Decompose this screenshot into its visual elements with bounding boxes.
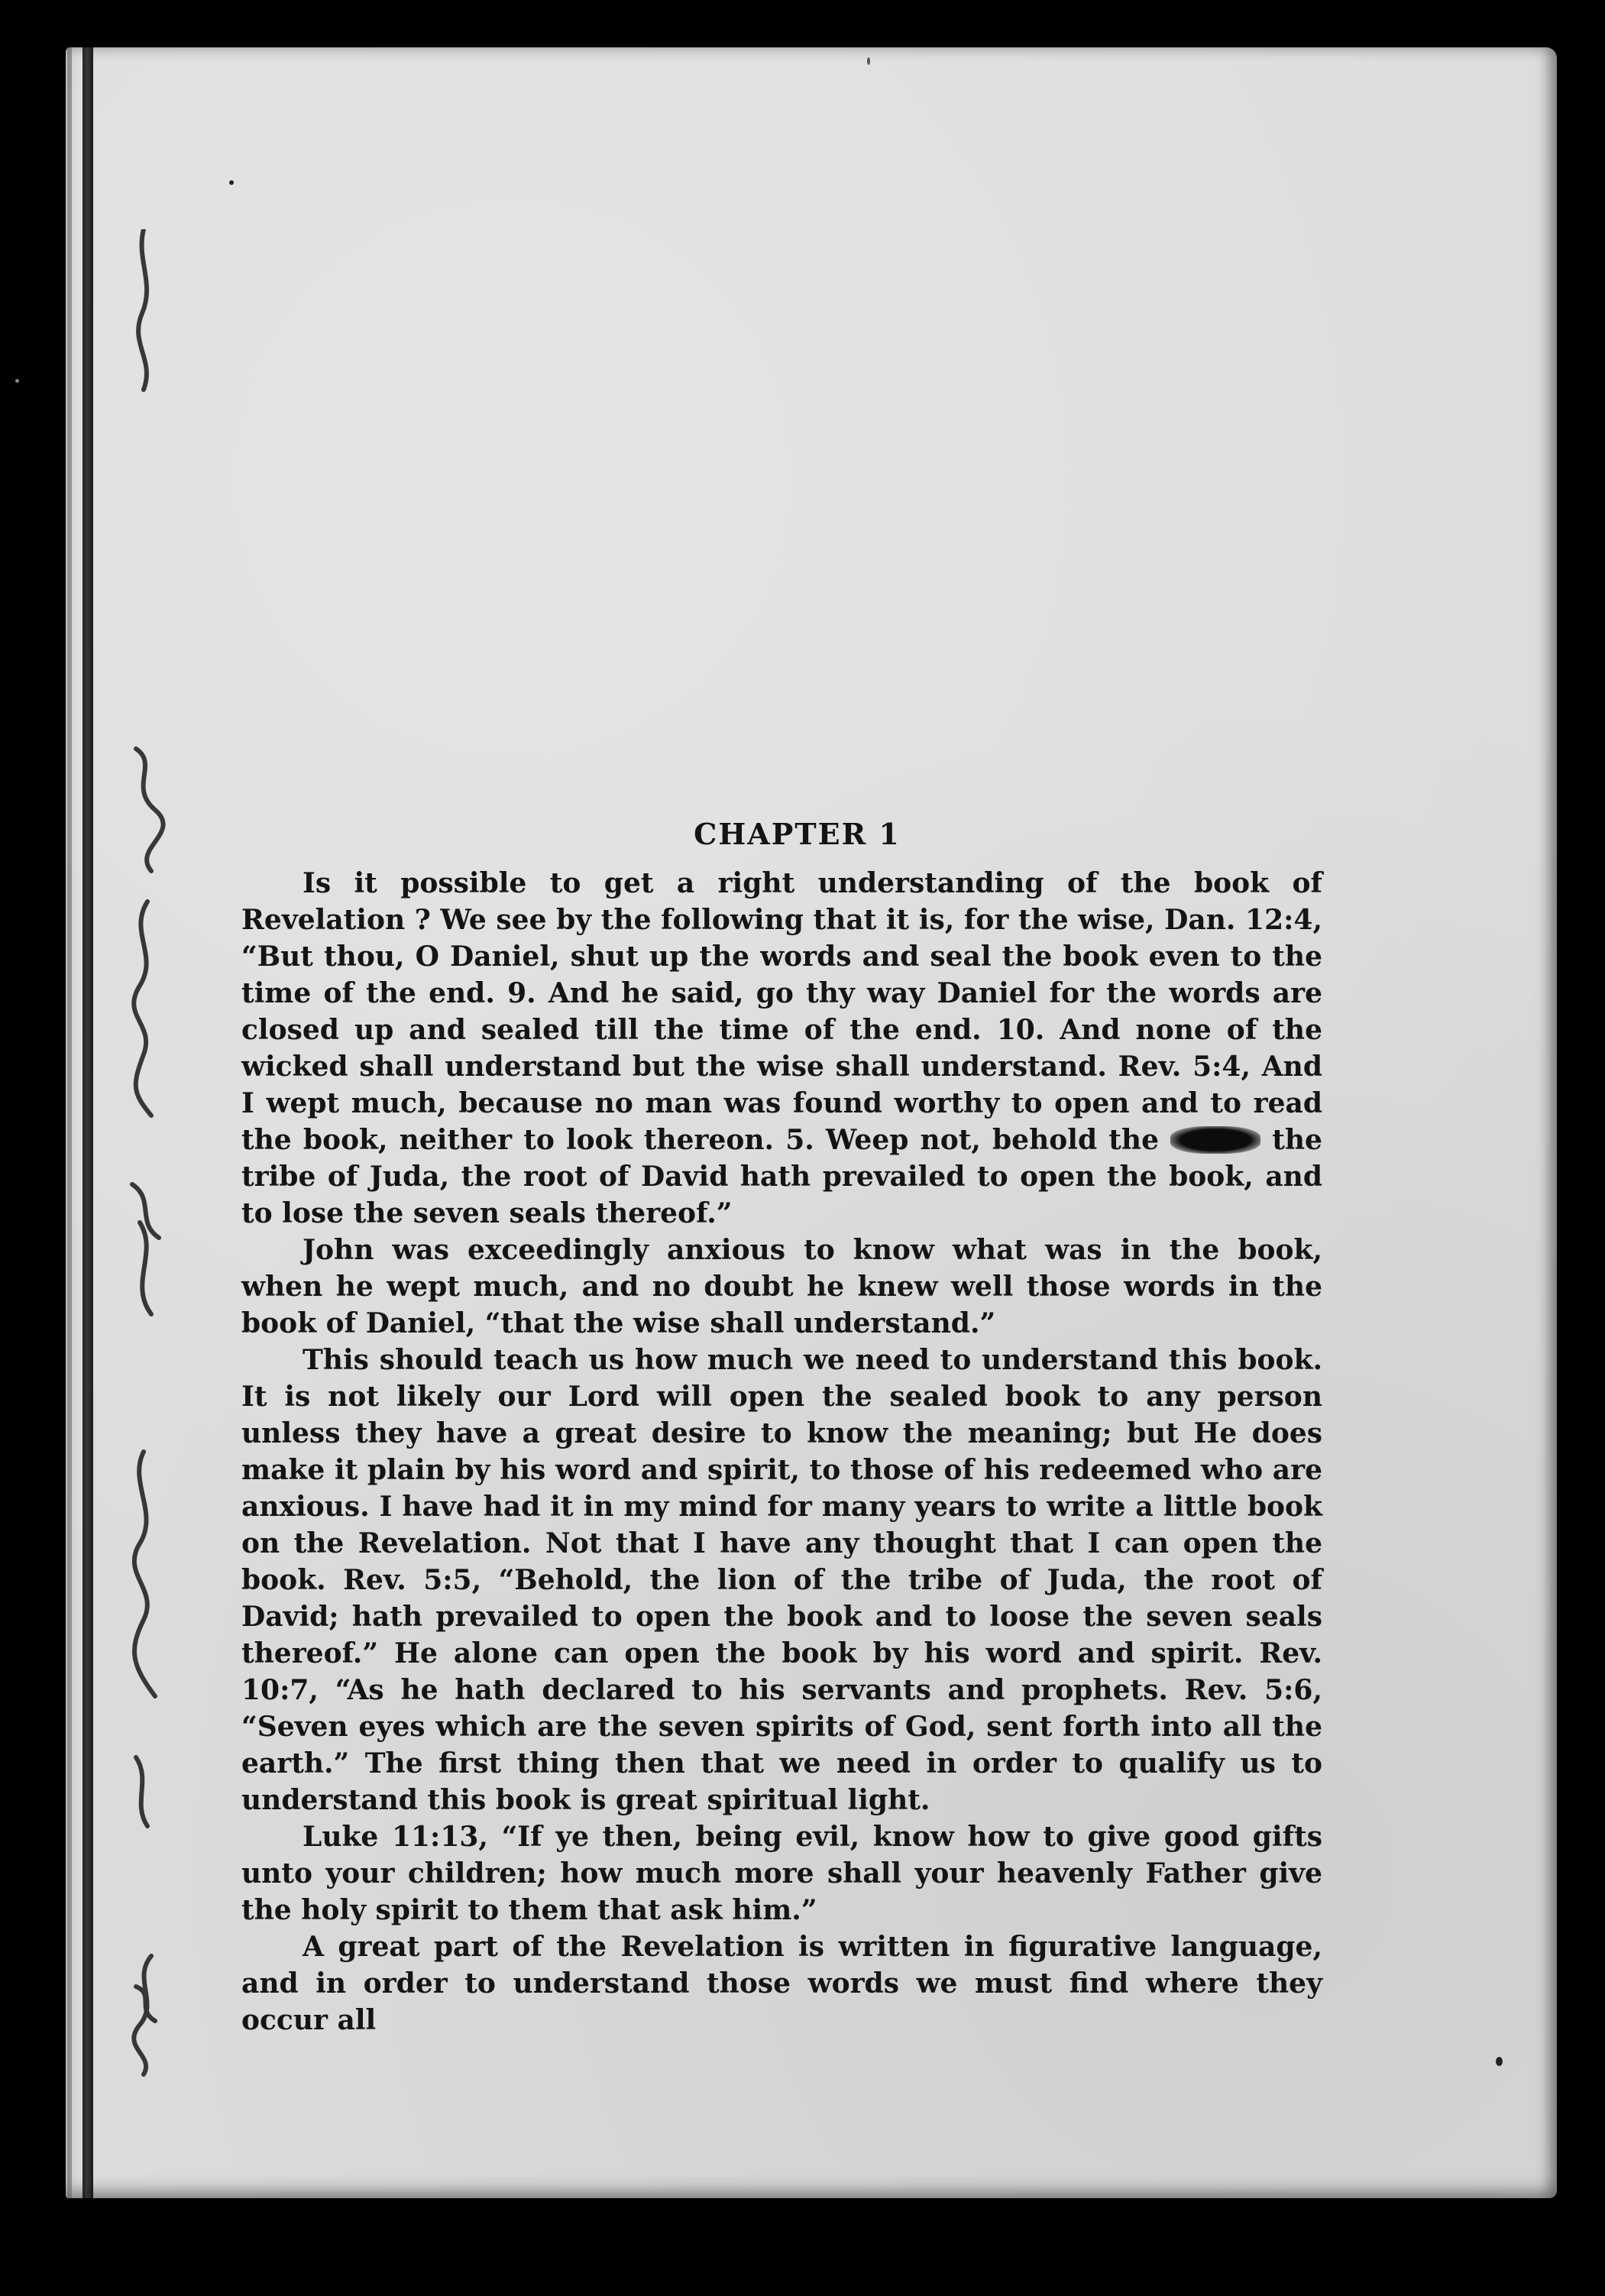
paragraph-text: Is it possible to get a right understanding of the book of Revelation ? We see by the following that it is, for the wise, Dan. 12:4, “But thou, O Daniel, shut up the words and seal the book even to the time of the end. 9. And he said, go thy way Daniel for the words are closed up and sealed till the time of the end. 10. And none of the wicked shall understand but the wise shall understand. Rev. 5:4, And I wept much, because no man was found worthy to open and to read the book, neither to look thereon. 5. Weep not, behold the [241, 867, 1322, 1156]
chapter-title: CHAPTER 1 [694, 817, 901, 851]
paragraph-text: the tribe of Juda, the root of David hath prevailed to open the book, and to lose the seven seals thereof.” [241, 1124, 1322, 1229]
page-edge-shadow [67, 47, 72, 2198]
dust-speck [229, 180, 234, 185]
handwritten-margin-annotation [113, 229, 182, 2078]
paragraph: John was exceedingly anxious to know what was in the book, when he wept much, and no doubt he knew well those words in the book of Daniel, “that the wise shall understand.” [241, 1234, 1322, 1339]
dust-speck [867, 57, 870, 65]
binding-line [83, 47, 93, 2198]
paragraph [241, 865, 1322, 1232]
paragraph: Luke 11:13, “If ye then, being evil, know how to give good gifts unto your children; how much more shall your heavenly Father give the holy spirit to them that ask him.” [241, 1821, 1322, 1926]
page-text [241, 816, 1322, 2039]
ink-blot [1170, 1126, 1260, 1154]
dust-speck [15, 379, 19, 383]
paragraph: A great part of the Revelation is written in figurative language, and in order to understand those words we must find where they occur all [241, 1931, 1322, 2036]
paragraph: This should teach us how much we need to understand this book. It is not likely our Lord will open the sealed book to any person unless they have a great desire to know the meaning; but He does make it plain by his word and spirit, to those of his redeemed who are anxious. I have had it in my mind for many years to write a little book on the Revelation. Not that I have any thought that I can open the book. Rev. 5:5, “Behold, the lion of the tribe of Juda, the root of David; hath prevailed to open the book and to loose the seven seals thereof.” He alone can open the book by his word and spirit. Rev. 10:7, “As he hath declared to his servants and prophets. Rev. 5:6, “Seven eyes which are the seven spirits of God, sent forth into all the earth.” The first thing then that we need in order to qualify us to understand this book is great spiritual light. [241, 1344, 1322, 1816]
handwriting-signature-icon [113, 229, 182, 2078]
dust-speck [1496, 2057, 1503, 2066]
